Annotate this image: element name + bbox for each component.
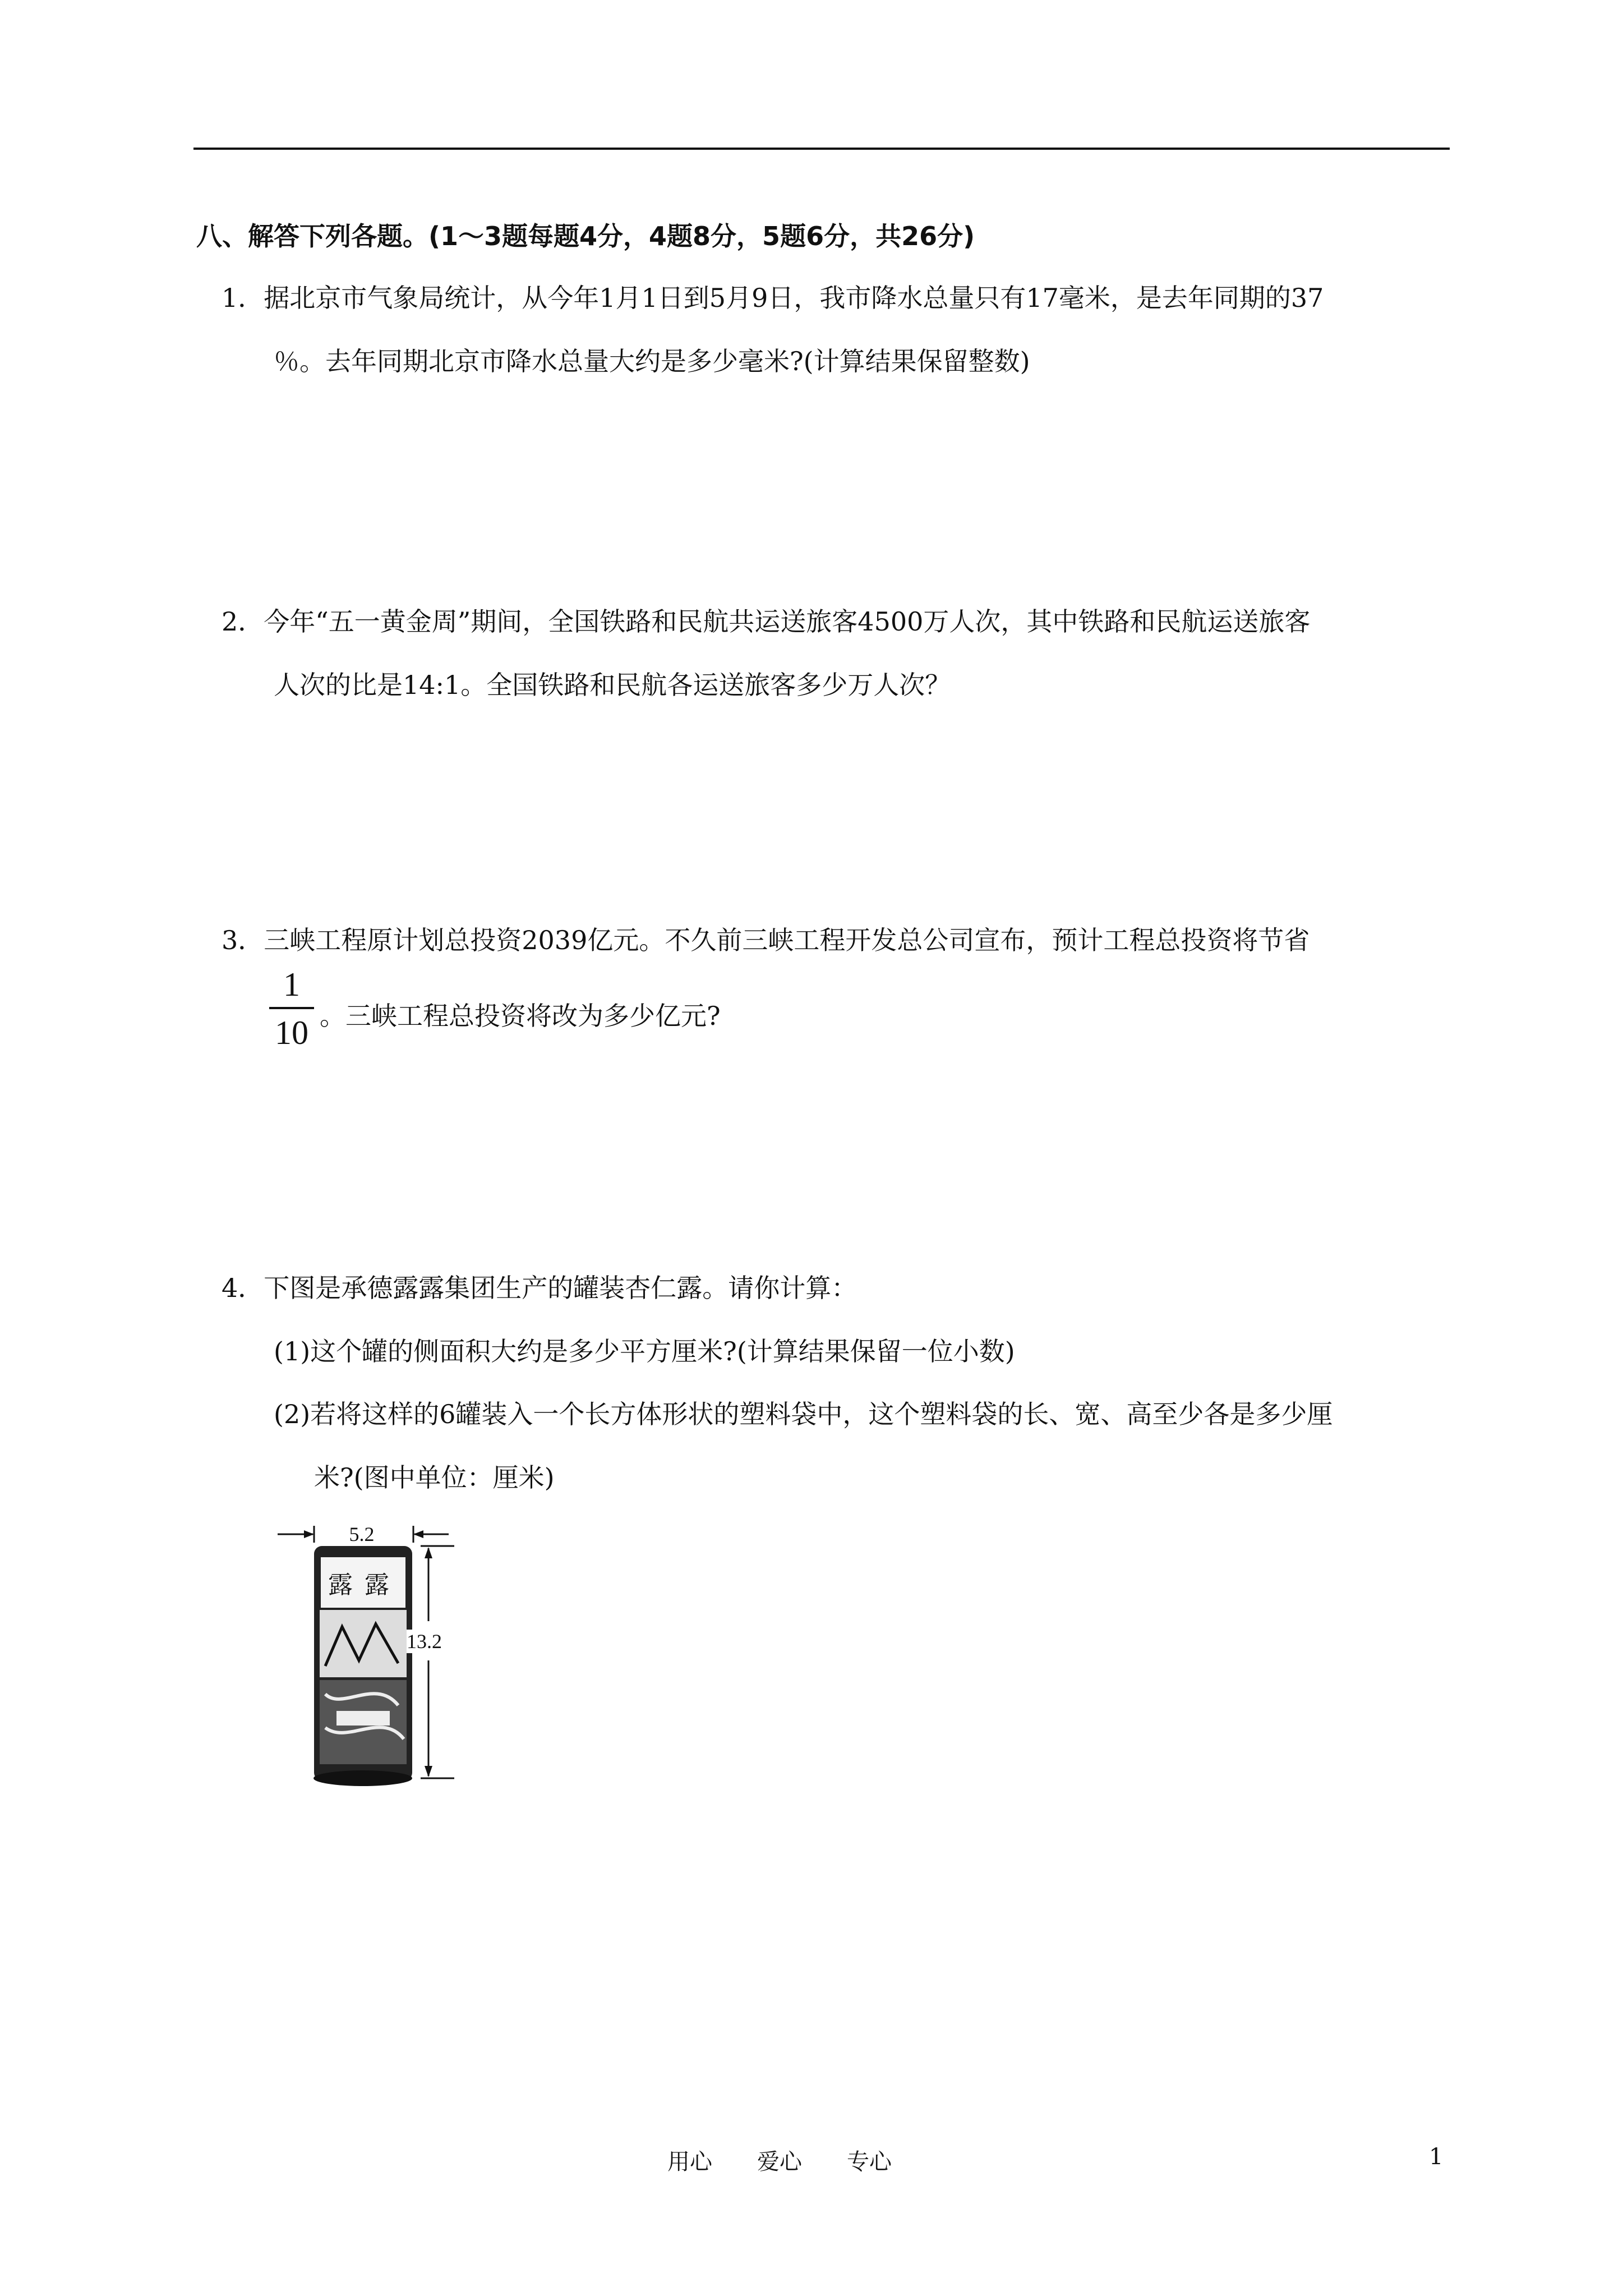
fraction-one-tenth — [269, 968, 314, 1050]
question-4-sub-1: (1)这个罐的侧面积大约是多少平方厘米?(计算结果保留一位小数) — [274, 1336, 1015, 1366]
footer-motto: 用心 爱心 专心 — [667, 2149, 892, 2175]
fraction-numerator: 1 — [283, 966, 300, 1003]
question-1-line-1: 1．据北京市气象局统计，从今年1月1日到5月9日，我市降水总量只有17毫米，是去年同期的37 — [222, 283, 1324, 313]
question-2-line-1: 2．今年“五一黄金周”期间，全国铁路和民航共运送旅客4500万人次，其中铁路和民航运送旅客 — [222, 606, 1311, 637]
question-4-sub-2-line-1: (2)若将这样的6罐装入一个长方体形状的塑料袋中，这个塑料袋的长、宽、高至少各是多少厘 — [274, 1399, 1333, 1429]
header-rule — [193, 148, 1450, 150]
height-dimension-label: 13.2 — [407, 1630, 442, 1653]
question-2-line-2: 人次的比是14:1。全国铁路和民航各运送旅客多少万人次？ — [274, 670, 951, 700]
fraction-bar — [269, 1007, 314, 1009]
can-label-glyph-2: 露 — [365, 1571, 389, 1599]
width-dimension-label: 5.2 — [320, 1522, 404, 1546]
question-3-line-2: 。三峡工程总投资将改为多少亿元? — [320, 1001, 721, 1031]
question-1-line-2: ％。去年同期北京市降水总量大约是多少毫米?(计算结果保留整数) — [274, 346, 1030, 376]
can-label-glyph-1: 露 — [328, 1571, 353, 1599]
section-heading: 八、解答下列各题。(1～3题每题4分，4题8分，5题6分，共26分) — [196, 221, 975, 251]
question-4-sub-2-line-2: 米?(图中单位：厘米) — [314, 1462, 555, 1493]
question-3-line-1: 3．三峡工程原计划总投资2039亿元。不久前三峡工程开发总公司宣布，预计工程总投资将节省 — [222, 925, 1310, 955]
can-figure — [269, 1523, 477, 1806]
page-number: 1 — [1429, 2144, 1444, 2170]
fraction-denominator: 10 — [275, 1014, 308, 1051]
question-4-line-1: 4．下图是承德露露集团生产的罐装杏仁露。请你计算： — [222, 1273, 857, 1303]
can-illustration — [269, 1526, 477, 1806]
